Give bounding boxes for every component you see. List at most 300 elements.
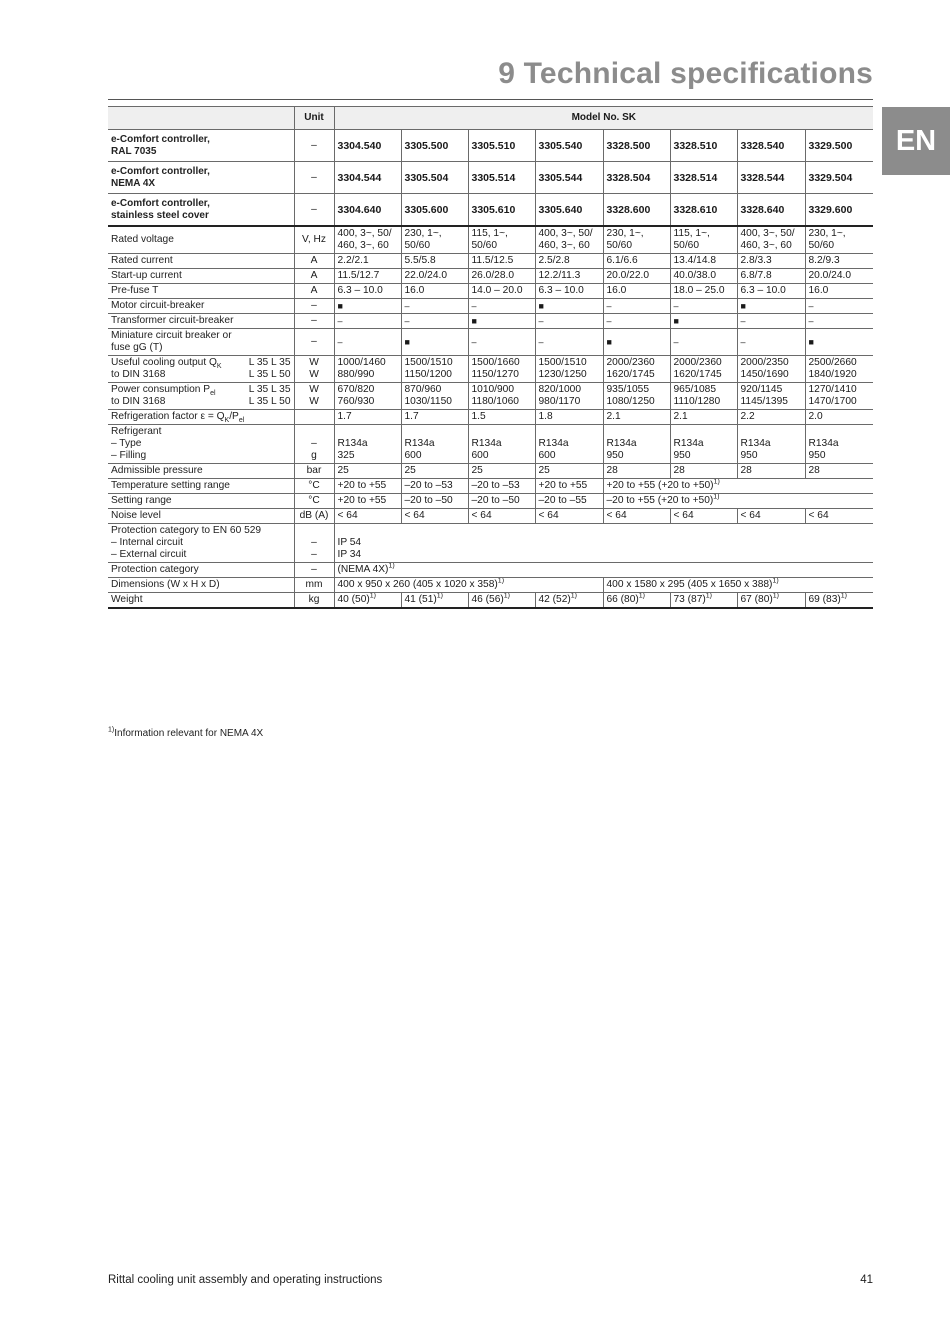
model-number: 3329.500 <box>805 130 873 162</box>
value-cell <box>603 356 670 383</box>
condition: L 35 L 35 <box>248 384 291 395</box>
value-cell <box>805 383 873 410</box>
cell-line: 820/1000 <box>538 384 581 395</box>
cell-line: 50/60 <box>471 240 497 251</box>
row-label <box>108 356 294 383</box>
value-cell: 1.7 <box>334 410 401 425</box>
unit-cell <box>294 383 334 410</box>
table-row <box>108 356 873 383</box>
value-cell: 22.0/24.0 <box>401 269 468 284</box>
value-cell <box>401 383 468 410</box>
cell-line: 400, 3~, 50/ <box>337 228 392 239</box>
value-cell: –20 to –55 <box>535 494 603 509</box>
model-row <box>108 162 873 194</box>
cell-line: R134a <box>808 438 839 449</box>
value-cell: 6.1/6.6 <box>603 254 670 269</box>
value-cell: 28 <box>737 464 805 479</box>
row-label: Dimensions (W x H x D) <box>108 578 294 593</box>
value-cell <box>603 425 670 464</box>
table-row <box>108 593 873 609</box>
footnote-ref: 1) <box>388 562 395 570</box>
row-label <box>108 130 294 162</box>
row-label <box>108 410 294 425</box>
footnote-ref: 1) <box>570 592 578 600</box>
cell-line: 230, 1~, <box>404 228 442 239</box>
page-title: 9 Technical specifications <box>498 57 873 90</box>
merged-value: +20 to +55 (+20 to +50) <box>606 480 714 491</box>
value-cell: 26.0/28.0 <box>468 269 535 284</box>
label-sub: el <box>238 417 245 425</box>
label-main: Power consumption P <box>111 384 211 395</box>
value-cell <box>334 524 873 563</box>
model-number: 3305.504 <box>401 162 468 194</box>
row-label: Motor circuit-breaker <box>108 299 294 314</box>
cell-line: 460, 3~, 60 <box>538 240 590 251</box>
cell-line: R134a <box>606 438 637 449</box>
table-row <box>108 226 873 254</box>
unit-cell: kg <box>294 593 334 609</box>
value-cell: < 64 <box>334 509 401 524</box>
value-cell <box>670 383 737 410</box>
unit-cell <box>294 356 334 383</box>
cell-line: 1450/1690 <box>740 369 789 380</box>
value-cell: < 64 <box>468 509 535 524</box>
value-cell: 28 <box>670 464 737 479</box>
value-cell: – <box>535 329 603 356</box>
value-cell: – <box>737 329 805 356</box>
label-text: to DIN 3168 <box>111 396 166 407</box>
header-blank <box>108 107 294 130</box>
value-text: 46 (56) <box>471 594 504 605</box>
model-number: 3329.600 <box>805 194 873 227</box>
table-row <box>108 524 873 563</box>
value-cell: 2.2 <box>737 410 805 425</box>
cell-line: 2000/2350 <box>740 357 789 368</box>
cell-line: R134a <box>740 438 771 449</box>
table-row <box>108 494 873 509</box>
value-cell <box>603 578 873 593</box>
model-number: 3305.510 <box>468 130 535 162</box>
unit-cell <box>294 524 334 563</box>
cell-line: 950 <box>673 450 691 461</box>
cell-line: 50/60 <box>606 240 632 251</box>
table-row <box>108 479 873 494</box>
value-cell <box>805 226 873 254</box>
value-text: 67 (80) <box>740 594 773 605</box>
page-number: 41 <box>860 1274 873 1286</box>
cell-line: 1840/1920 <box>808 369 857 380</box>
table-row <box>108 383 873 410</box>
value-cell <box>535 593 603 609</box>
value-cell: 14.0 – 20.0 <box>468 284 535 299</box>
row-label: Setting range <box>108 494 294 509</box>
table-row <box>108 578 873 593</box>
value-cell <box>737 425 805 464</box>
unit-cell: A <box>294 269 334 284</box>
cell-line: Refrigerant <box>111 426 162 437</box>
value-cell: ■ <box>401 329 468 356</box>
cell-line: 460, 3~, 60 <box>740 240 792 251</box>
value-cell: ■ <box>535 299 603 314</box>
model-number: 3328.540 <box>737 130 805 162</box>
unit-cell: – <box>294 314 334 329</box>
value-cell <box>737 356 805 383</box>
label-sub: K <box>224 417 230 425</box>
model-number: 3305.540 <box>535 130 603 162</box>
value-cell: ■ <box>670 314 737 329</box>
model-number: 3328.500 <box>603 130 670 162</box>
value-cell: – <box>334 314 401 329</box>
cell-line: W <box>309 369 319 380</box>
value-cell: – <box>805 314 873 329</box>
model-number: 3328.514 <box>670 162 737 194</box>
cell-line: 400, 3~, 50/ <box>538 228 593 239</box>
label-line-1 <box>111 357 291 369</box>
cell-line: 460, 3~, 60 <box>337 240 389 251</box>
value-text: 400 x 1580 x 295 (405 x 1650 x 388) <box>606 579 773 590</box>
table-row <box>108 563 873 578</box>
row-label <box>108 194 294 227</box>
value-cell: 16.0 <box>603 284 670 299</box>
cell-line: g <box>311 450 317 461</box>
value-cell: – <box>401 314 468 329</box>
cell-line: 1270/1410 <box>808 384 857 395</box>
model-number: 3328.600 <box>603 194 670 227</box>
cell-line <box>298 426 331 438</box>
value-cell: 20.0/22.0 <box>603 269 670 284</box>
footnote-ref: 1) <box>369 592 377 600</box>
row-label: Start-up current <box>108 269 294 284</box>
value-cell <box>334 563 873 578</box>
value-cell: +20 to +55 <box>535 479 603 494</box>
cell-line <box>405 426 465 438</box>
cell-line: 50/60 <box>404 240 430 251</box>
cell-line: 1150/1270 <box>471 369 519 380</box>
value-cell <box>468 383 535 410</box>
cell-line: 760/930 <box>337 396 375 407</box>
value-cell <box>535 226 603 254</box>
value-cell: ■ <box>468 314 535 329</box>
model-number: 3328.610 <box>670 194 737 227</box>
cell-line: 230, 1~, <box>808 228 846 239</box>
cell-line: 1145/1395 <box>740 396 788 407</box>
value-cell <box>535 425 603 464</box>
value-cell <box>670 425 737 464</box>
label-text <box>111 357 222 369</box>
cell-line: – Filling <box>111 450 147 461</box>
cell-line: – <box>311 537 317 548</box>
merged-value: –20 to +55 (+20 to +50) <box>606 495 714 506</box>
value-cell: 1.7 <box>401 410 468 425</box>
cell-line: IP 54 <box>337 537 362 548</box>
value-cell: 2.0 <box>805 410 873 425</box>
table-row <box>108 425 873 464</box>
cell-line: – <box>311 438 317 449</box>
cell-line: 1500/1510 <box>404 357 453 368</box>
cell-line: 670/820 <box>337 384 375 395</box>
value-cell: 11.5/12.7 <box>334 269 401 284</box>
cell-line: R134a <box>673 438 704 449</box>
value-cell: < 64 <box>401 509 468 524</box>
value-cell: –20 to –50 <box>401 494 468 509</box>
cell-line: 1150/1200 <box>404 369 452 380</box>
value-cell <box>737 226 805 254</box>
value-cell: 11.5/12.5 <box>468 254 535 269</box>
value-cell: 40.0/38.0 <box>670 269 737 284</box>
cell-line: 1500/1660 <box>471 357 520 368</box>
cell-line: 935/1055 <box>606 384 649 395</box>
cell-line: fuse gG (T) <box>111 342 163 353</box>
value-cell: – <box>670 329 737 356</box>
cell-line: 325 <box>337 450 355 461</box>
value-cell: 28 <box>603 464 670 479</box>
value-cell <box>737 593 805 609</box>
unit-cell: – <box>294 194 334 227</box>
cell-line <box>809 426 871 438</box>
cell-line: e-Comfort controller, <box>111 133 210 145</box>
value-cell: 25 <box>468 464 535 479</box>
value-cell: –20 to –53 <box>468 479 535 494</box>
value-cell: – <box>468 329 535 356</box>
row-label: Noise level <box>108 509 294 524</box>
condition: L 35 L 50 <box>248 396 291 407</box>
cell-line <box>607 426 667 438</box>
cell-line <box>539 426 600 438</box>
model-number: 3305.514 <box>468 162 535 194</box>
cell-line: 1470/1700 <box>808 396 857 407</box>
value-cell: +20 to +55 <box>334 494 401 509</box>
cell-line: 1110/1280 <box>673 396 721 407</box>
value-cell: – <box>603 314 670 329</box>
footnote-ref: 1) <box>772 592 780 600</box>
cell-line: 600 <box>471 450 489 461</box>
value-cell <box>334 383 401 410</box>
table-row <box>108 284 873 299</box>
value-cell: 2.5/2.8 <box>535 254 603 269</box>
cell-line: – <box>311 549 317 560</box>
cell-line: R134a <box>538 438 569 449</box>
table-row <box>108 329 873 356</box>
cell-line: 115, 1~, <box>471 228 508 239</box>
value-cell: ■ <box>334 299 401 314</box>
cell-line <box>472 426 532 438</box>
model-number: 3304.540 <box>334 130 401 162</box>
footer-document-title: Rittal cooling unit assembly and operating instructions <box>108 1274 383 1286</box>
model-number: 3304.544 <box>334 162 401 194</box>
model-number: 3328.640 <box>737 194 805 227</box>
footnote-ref: 1) <box>713 493 720 501</box>
cell-line: W <box>309 384 319 395</box>
model-number: 3328.544 <box>737 162 805 194</box>
cell-line: – External circuit <box>111 549 187 560</box>
cell-line <box>338 525 871 537</box>
row-label <box>108 162 294 194</box>
value-cell: –20 to –50 <box>468 494 535 509</box>
cell-line: Miniature circuit breaker or <box>111 330 232 341</box>
value-cell <box>334 593 401 609</box>
model-row <box>108 194 873 227</box>
cell-line: 2000/2360 <box>673 357 722 368</box>
cell-line: 2000/2360 <box>606 357 655 368</box>
value-text: 40 (50) <box>337 594 370 605</box>
label-main: Refrigeration factor ε = Q <box>111 411 225 422</box>
value-cell: 2.2/2.1 <box>334 254 401 269</box>
cell-line <box>298 525 331 537</box>
cell-line: 950 <box>606 450 624 461</box>
cell-line: 50/60 <box>673 240 699 251</box>
cell-line <box>674 426 734 438</box>
unit-cell: – <box>294 299 334 314</box>
value-cell: 6.3 – 10.0 <box>535 284 603 299</box>
cell-line: 880/990 <box>337 369 375 380</box>
model-number: 3305.600 <box>401 194 468 227</box>
unit-cell: °C <box>294 494 334 509</box>
cell-line: NEMA 4X <box>111 177 156 189</box>
cell-line: – Type <box>111 438 142 449</box>
value-text: 73 (87) <box>673 594 706 605</box>
cell-line <box>338 426 398 438</box>
unit-cell: – <box>294 329 334 356</box>
table-row <box>108 254 873 269</box>
value-cell: 20.0/24.0 <box>805 269 873 284</box>
value-cell <box>468 593 535 609</box>
cell-line: 115, 1~, <box>673 228 710 239</box>
value-cell <box>468 425 535 464</box>
value-cell: ■ <box>805 329 873 356</box>
cell-line: R134a <box>404 438 435 449</box>
table-row <box>108 269 873 284</box>
cell-line: 1030/1150 <box>404 396 452 407</box>
cell-line: W <box>309 357 319 368</box>
value-cell: – <box>603 299 670 314</box>
label-main: Useful cooling output Q <box>111 357 217 368</box>
cell-line: R134a <box>471 438 502 449</box>
row-label: Weight <box>108 593 294 609</box>
model-number: 3305.640 <box>535 194 603 227</box>
value-text: 42 (52) <box>538 594 571 605</box>
value-cell: < 64 <box>670 509 737 524</box>
row-label: Rated voltage <box>108 226 294 254</box>
value-cell: 2.8/3.3 <box>737 254 805 269</box>
table-row <box>108 410 873 425</box>
model-number: 3305.610 <box>468 194 535 227</box>
language-tab: EN <box>882 107 950 175</box>
row-label: Transformer circuit-breaker <box>108 314 294 329</box>
value-cell: 13.4/14.8 <box>670 254 737 269</box>
cell-line: 2500/2660 <box>808 357 857 368</box>
value-cell: < 64 <box>805 509 873 524</box>
value-cell: 28 <box>805 464 873 479</box>
value-cell: 25 <box>334 464 401 479</box>
cell-line: 50/60 <box>808 240 834 251</box>
row-label <box>108 524 294 563</box>
value-cell: < 64 <box>737 509 805 524</box>
value-cell: 25 <box>535 464 603 479</box>
value-cell <box>670 226 737 254</box>
row-label: Protection category <box>108 563 294 578</box>
value-cell <box>805 425 873 464</box>
unit-cell: dB (A) <box>294 509 334 524</box>
unit-cell: °C <box>294 479 334 494</box>
cell-line: 600 <box>404 450 422 461</box>
row-label: Pre-fuse T <box>108 284 294 299</box>
table-row <box>108 464 873 479</box>
row-label <box>108 425 294 464</box>
specifications-table <box>108 106 873 609</box>
table-row <box>108 509 873 524</box>
cell-line: W <box>309 396 319 407</box>
condition: L 35 L 50 <box>248 369 291 380</box>
unit-cell: A <box>294 284 334 299</box>
model-number: 3305.500 <box>401 130 468 162</box>
value-cell <box>334 578 603 593</box>
cell-line: 1000/1460 <box>337 357 386 368</box>
model-number: 3305.544 <box>535 162 603 194</box>
unit-cell <box>294 425 334 464</box>
value-cell <box>670 356 737 383</box>
value-cell <box>334 356 401 383</box>
value-cell <box>535 356 603 383</box>
unit-cell: – <box>294 130 334 162</box>
label-sub: el <box>210 390 216 398</box>
cell-line: 950 <box>740 450 758 461</box>
footnote-ref: 1) <box>772 577 779 585</box>
value-cell: 18.0 – 25.0 <box>670 284 737 299</box>
value-cell <box>468 226 535 254</box>
value-cell: – <box>670 299 737 314</box>
cell-line: 1010/900 <box>471 384 514 395</box>
model-number: 3304.640 <box>334 194 401 227</box>
value-cell <box>468 356 535 383</box>
footnote-mark: 1) <box>108 726 115 734</box>
value-cell <box>603 593 670 609</box>
value-cell <box>401 356 468 383</box>
value-cell: 2.1 <box>603 410 670 425</box>
footnote-ref: 1) <box>705 592 713 600</box>
cell-line: 965/1085 <box>673 384 716 395</box>
value-cell: –20 to –53 <box>401 479 468 494</box>
value-cell: 1.5 <box>468 410 535 425</box>
cell-line: 1080/1250 <box>606 396 655 407</box>
label-end: /P <box>229 411 239 422</box>
merged-value-cell <box>603 494 873 509</box>
footnote-ref: 1) <box>840 592 848 600</box>
value-cell <box>805 356 873 383</box>
cell-line: IP 34 <box>337 549 362 560</box>
row-label: Rated current <box>108 254 294 269</box>
footnote-ref: 1) <box>638 592 646 600</box>
condition: L 35 L 35 <box>248 357 291 368</box>
cell-line <box>741 426 802 438</box>
value-cell: 1.8 <box>535 410 603 425</box>
value-cell: 16.0 <box>805 284 873 299</box>
value-cell: 16.0 <box>401 284 468 299</box>
value-cell: +20 to +55 <box>334 479 401 494</box>
footnote-ref: 1) <box>436 592 444 600</box>
value-cell <box>401 593 468 609</box>
unit-cell: – <box>294 162 334 194</box>
unit-cell: A <box>294 254 334 269</box>
unit-cell: – <box>294 563 334 578</box>
footnote-ref: 1) <box>503 592 511 600</box>
model-row <box>108 130 873 162</box>
cell-line: 600 <box>538 450 556 461</box>
value-cell <box>670 593 737 609</box>
cell-line: e-Comfort controller, <box>111 165 210 177</box>
title-rule <box>108 99 873 100</box>
cell-line: R134a <box>337 438 368 449</box>
row-label: Admissible pressure <box>108 464 294 479</box>
